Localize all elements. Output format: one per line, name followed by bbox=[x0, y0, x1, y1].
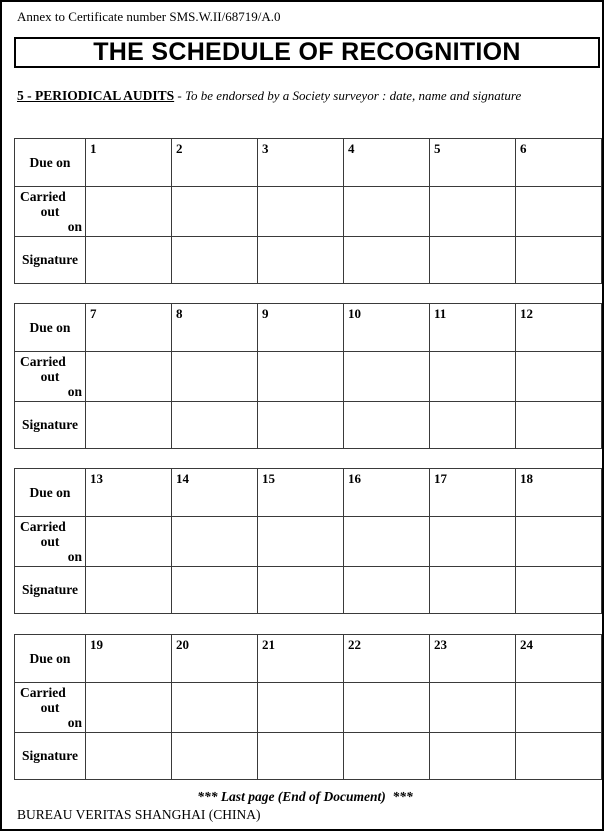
audit-number: 22 bbox=[348, 637, 361, 652]
audit-cell bbox=[430, 635, 516, 683]
table-row-due-on bbox=[15, 304, 602, 352]
blank-cell bbox=[344, 352, 430, 402]
carried-word-3: on bbox=[67, 384, 82, 399]
audit-cell bbox=[516, 139, 602, 187]
blank-cell bbox=[430, 352, 516, 402]
row-label-carried-out bbox=[15, 187, 86, 237]
blank-cell bbox=[86, 402, 172, 449]
audit-cell bbox=[516, 635, 602, 683]
blank-cell bbox=[430, 683, 516, 733]
table-row-carried-out bbox=[15, 352, 602, 402]
audit-cell bbox=[516, 304, 602, 352]
blank-cell bbox=[258, 402, 344, 449]
audit-number: 21 bbox=[262, 637, 275, 652]
audit-cell bbox=[172, 304, 258, 352]
blank-cell bbox=[258, 187, 344, 237]
blank-cell bbox=[344, 683, 430, 733]
blank-cell bbox=[344, 402, 430, 449]
blank-cell bbox=[86, 237, 172, 284]
audit-cell bbox=[86, 469, 172, 517]
row-label-due-on: Due on bbox=[15, 469, 86, 517]
audit-cell bbox=[344, 304, 430, 352]
blank-cell bbox=[86, 683, 172, 733]
audit-number: 7 bbox=[90, 306, 97, 321]
blank-cell bbox=[258, 733, 344, 780]
blank-cell bbox=[430, 567, 516, 614]
audit-table-2 bbox=[14, 303, 602, 449]
blank-cell bbox=[86, 352, 172, 402]
audit-cell bbox=[430, 304, 516, 352]
audit-number: 2 bbox=[176, 141, 183, 156]
blank-cell bbox=[172, 352, 258, 402]
audit-number: 3 bbox=[262, 141, 269, 156]
audit-cell bbox=[86, 635, 172, 683]
audit-cell bbox=[344, 635, 430, 683]
audit-number: 17 bbox=[434, 471, 447, 486]
blank-cell bbox=[516, 733, 602, 780]
audit-table-1 bbox=[14, 138, 602, 284]
carried-word-2: out bbox=[40, 204, 60, 219]
audit-number: 18 bbox=[520, 471, 533, 486]
title-box bbox=[14, 37, 600, 68]
last-page-note: *** Last page (End of Document) *** bbox=[197, 789, 413, 804]
audit-cell bbox=[258, 139, 344, 187]
blank-cell bbox=[258, 237, 344, 284]
row-label-signature: Signature bbox=[15, 237, 86, 284]
table-row-signature bbox=[15, 237, 602, 284]
audit-cell bbox=[258, 304, 344, 352]
table-row-due-on bbox=[15, 635, 602, 683]
audit-table-3 bbox=[14, 468, 602, 614]
audit-number: 10 bbox=[348, 306, 361, 321]
audit-cell bbox=[258, 469, 344, 517]
audit-number: 1 bbox=[90, 141, 97, 156]
section-heading bbox=[17, 88, 521, 104]
audit-number: 5 bbox=[434, 141, 441, 156]
table-row-carried-out bbox=[15, 187, 602, 237]
document-title: THE SCHEDULE OF RECOGNITION bbox=[93, 38, 521, 66]
audit-number: 16 bbox=[348, 471, 361, 486]
annex-certificate-line: Annex to Certificate number SMS.W.II/68719/A.0 bbox=[17, 9, 281, 24]
section-separator: - bbox=[174, 88, 185, 103]
section-description: To be endorsed by a Society surveyor : date, name and signature bbox=[185, 88, 522, 103]
audit-number: 24 bbox=[520, 637, 533, 652]
audit-cell bbox=[430, 469, 516, 517]
audit-table-4 bbox=[14, 634, 602, 780]
audit-cell bbox=[430, 139, 516, 187]
row-label-due-on: Due on bbox=[15, 635, 86, 683]
audit-cell bbox=[516, 469, 602, 517]
blank-cell bbox=[172, 683, 258, 733]
audit-number: 14 bbox=[176, 471, 189, 486]
blank-cell bbox=[516, 567, 602, 614]
blank-cell bbox=[344, 567, 430, 614]
audit-number: 15 bbox=[262, 471, 275, 486]
carried-word-1: Carried bbox=[20, 685, 66, 700]
audit-number: 19 bbox=[90, 637, 103, 652]
carried-word-3: on bbox=[67, 715, 82, 730]
audit-number: 20 bbox=[176, 637, 189, 652]
audit-cell bbox=[86, 139, 172, 187]
table-row-carried-out bbox=[15, 517, 602, 567]
table-row-signature bbox=[15, 733, 602, 780]
blank-cell bbox=[344, 517, 430, 567]
blank-cell bbox=[258, 683, 344, 733]
row-label-due-on: Due on bbox=[15, 139, 86, 187]
audit-cell bbox=[172, 469, 258, 517]
table-row-signature bbox=[15, 567, 602, 614]
carried-word-2: out bbox=[40, 534, 60, 549]
table-row-due-on bbox=[15, 139, 602, 187]
carried-word-1: Carried bbox=[20, 354, 66, 369]
blank-cell bbox=[258, 567, 344, 614]
blank-cell bbox=[86, 567, 172, 614]
blank-cell bbox=[172, 567, 258, 614]
blank-cell bbox=[344, 733, 430, 780]
audit-number: 6 bbox=[520, 141, 527, 156]
audit-cell bbox=[258, 635, 344, 683]
audit-number: 9 bbox=[262, 306, 269, 321]
blank-cell bbox=[430, 237, 516, 284]
blank-cell bbox=[430, 733, 516, 780]
blank-cell bbox=[172, 402, 258, 449]
audit-number: 23 bbox=[434, 637, 447, 652]
blank-cell bbox=[516, 402, 602, 449]
blank-cell bbox=[516, 352, 602, 402]
row-label-carried-out bbox=[15, 517, 86, 567]
blank-cell bbox=[430, 402, 516, 449]
audit-number: 4 bbox=[348, 141, 355, 156]
row-label-carried-out bbox=[15, 352, 86, 402]
blank-cell bbox=[86, 733, 172, 780]
blank-cell bbox=[516, 237, 602, 284]
blank-cell bbox=[516, 683, 602, 733]
blank-cell bbox=[344, 237, 430, 284]
audit-cell bbox=[344, 469, 430, 517]
row-label-signature: Signature bbox=[15, 402, 86, 449]
audit-cell bbox=[344, 139, 430, 187]
blank-cell bbox=[258, 517, 344, 567]
blank-cell bbox=[172, 237, 258, 284]
blank-cell bbox=[258, 352, 344, 402]
audit-number: 12 bbox=[520, 306, 533, 321]
row-label-carried-out bbox=[15, 683, 86, 733]
blank-cell bbox=[86, 517, 172, 567]
audit-cell bbox=[172, 139, 258, 187]
carried-word-1: Carried bbox=[20, 189, 66, 204]
audit-number: 8 bbox=[176, 306, 183, 321]
row-label-due-on: Due on bbox=[15, 304, 86, 352]
carried-word-2: out bbox=[40, 700, 60, 715]
table-row-signature bbox=[15, 402, 602, 449]
table-row-carried-out bbox=[15, 683, 602, 733]
row-label-signature: Signature bbox=[15, 567, 86, 614]
blank-cell bbox=[172, 517, 258, 567]
audit-cell bbox=[86, 304, 172, 352]
blank-cell bbox=[430, 517, 516, 567]
blank-cell bbox=[172, 187, 258, 237]
blank-cell bbox=[516, 517, 602, 567]
blank-cell bbox=[344, 187, 430, 237]
carried-word-1: Carried bbox=[20, 519, 66, 534]
blank-cell bbox=[86, 187, 172, 237]
section-title: 5 - PERIODICAL AUDITS bbox=[17, 88, 175, 103]
blank-cell bbox=[172, 733, 258, 780]
row-label-signature: Signature bbox=[15, 733, 86, 780]
table-row-due-on bbox=[15, 469, 602, 517]
carried-word-2: out bbox=[40, 369, 60, 384]
carried-word-3: on bbox=[67, 219, 82, 234]
blank-cell bbox=[516, 187, 602, 237]
audit-number: 11 bbox=[434, 306, 447, 321]
audit-number: 13 bbox=[90, 471, 103, 486]
issuer-line: BUREAU VERITAS SHANGHAI (CHINA) bbox=[17, 807, 261, 822]
carried-word-3: on bbox=[67, 549, 82, 564]
blank-cell bbox=[430, 187, 516, 237]
audit-cell bbox=[172, 635, 258, 683]
